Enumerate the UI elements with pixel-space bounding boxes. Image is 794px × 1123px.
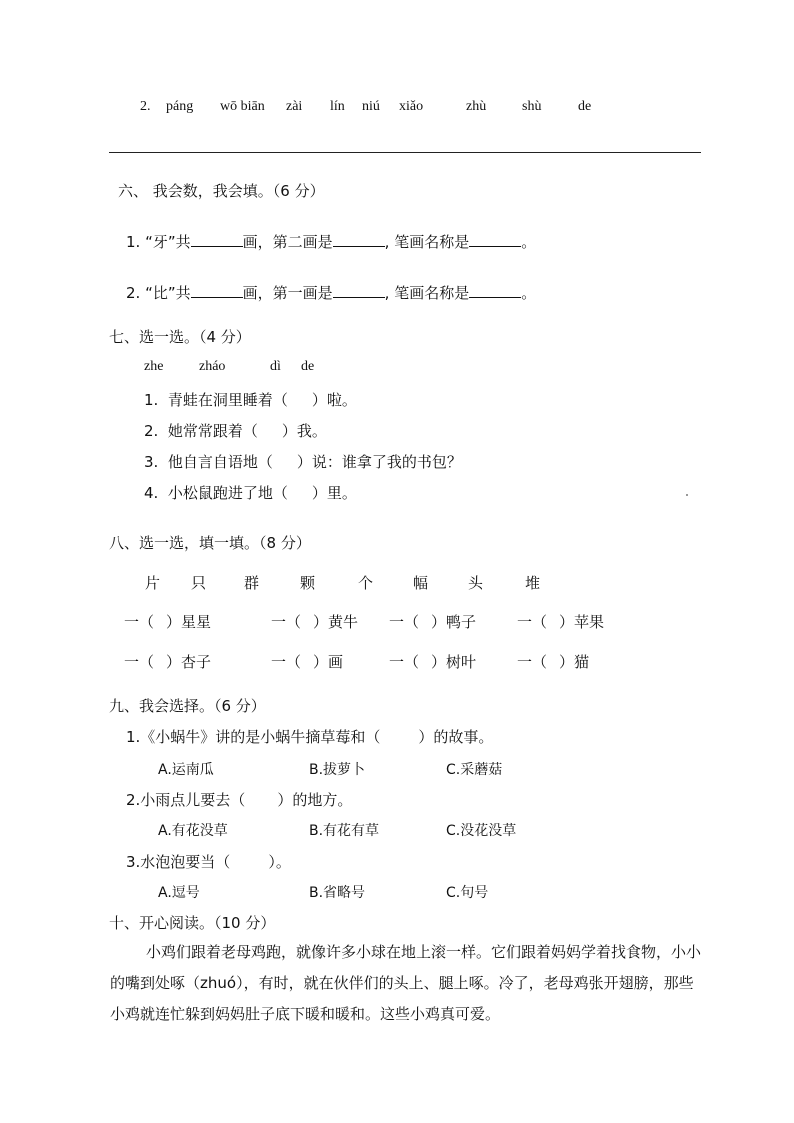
item-text: ）猫 (559, 653, 590, 671)
item-char: “比” (145, 284, 176, 302)
answer-blank[interactable] (469, 231, 521, 247)
pinyin-syllable: zhù (466, 99, 487, 114)
pinyin-syllable: niú (362, 99, 380, 114)
question-number: 2. (140, 99, 151, 114)
item-text: 一（ (517, 653, 548, 671)
question-text: 3.水泡泡要当（ (126, 853, 231, 871)
sec6-item-1 (126, 231, 536, 252)
item-text: ）星星 (166, 613, 212, 631)
question-text: ）的地方。 (277, 791, 353, 809)
pinyin-option: dì (270, 359, 281, 374)
choice-option[interactable]: C.采蘑菇 (446, 762, 503, 778)
question-text: 1.《小蜗牛》讲的是小蜗牛摘草莓和（ (126, 728, 381, 746)
sec7-item-2 (144, 420, 327, 441)
choice-option[interactable]: C.没花没草 (446, 823, 517, 839)
item-text: 画，第二画是 (242, 233, 333, 251)
item-text: 画，第一画是 (242, 284, 333, 302)
item-text: ）里。 (311, 484, 357, 502)
passage-text: 小鸡们跟着老母鸡跑，就像许多小球在地上滚一样。它们跟着妈妈学着找食物，小小的嘴到处啄（zhuó），有时，就在伙伴们的头上、腿上啄。冷了，老母鸡张开翅膀，那些小鸡就连忙躲到妈妈肚子底下暖和暖和。这些小鸡真可爱。 (110, 943, 702, 1023)
item-text: 青蛙在洞里睡着（ (167, 391, 288, 409)
pinyin-option: zháo (199, 359, 226, 374)
item-text: ）说：谁拿了我的书包？ (296, 453, 462, 471)
stray-mark (686, 494, 688, 496)
measure-word: 幅 (413, 574, 429, 592)
item-text: 一（ (389, 613, 420, 631)
sec6-item-2 (126, 282, 536, 303)
item-char: “牙” (145, 233, 176, 251)
section-title-6: 六、 我会数，我会填。（6 分） (118, 182, 325, 200)
section-title-7: 七、选一选。（4 分） (109, 328, 251, 346)
choice-question (126, 851, 291, 872)
pinyin-syllable: xiǎo (399, 99, 424, 114)
pinyin-option: de (301, 359, 315, 374)
pinyin-syllable: zài (286, 99, 303, 114)
item-text: ）鸭子 (431, 613, 477, 631)
fill-item (389, 611, 476, 632)
fill-item (517, 651, 589, 672)
fill-item (389, 651, 476, 672)
pinyin-syllable: lín (330, 99, 345, 114)
choice-question (126, 726, 493, 747)
choice-option[interactable]: A.有花没草 (158, 823, 228, 839)
measure-word: 片 (145, 574, 161, 592)
fill-item (124, 651, 211, 672)
answer-blank[interactable] (333, 231, 385, 247)
question-text: 2.小雨点儿要去（ (126, 791, 246, 809)
choice-question (126, 789, 352, 810)
item-number: 3. (144, 453, 159, 471)
item-text: 共 (175, 233, 191, 251)
answer-blank[interactable] (333, 282, 385, 298)
measure-word: 只 (191, 574, 207, 592)
choice-option[interactable]: A.逗号 (158, 885, 200, 901)
item-text: 一（ (271, 613, 302, 631)
pinyin-syllable: wō biān (220, 99, 265, 114)
item-number: 2. (144, 422, 159, 440)
fill-item (124, 611, 211, 632)
measure-word: 堆 (525, 574, 541, 592)
item-text: , 笔画名称是 (384, 233, 470, 251)
item-text: , 笔画名称是 (384, 284, 470, 302)
fill-item (517, 611, 604, 632)
pinyin-option: zhe (144, 359, 164, 374)
fill-item (271, 651, 343, 672)
section-title-10: 十、开心阅读。（10 分） (109, 914, 276, 932)
item-text: ）苹果 (559, 613, 605, 631)
reading-passage (110, 937, 702, 1030)
item-text: ）我。 (281, 422, 327, 440)
choice-option[interactable]: B.省略号 (309, 885, 366, 901)
item-text: ）杏子 (166, 653, 212, 671)
choice-option[interactable]: C.句号 (446, 885, 489, 901)
item-text: 一（ (389, 653, 420, 671)
pinyin-syllable: de (578, 99, 592, 114)
item-text: 一（ (517, 613, 548, 631)
answer-blank[interactable] (191, 282, 243, 298)
measure-word: 个 (358, 574, 374, 592)
fill-item (271, 611, 358, 632)
sec7-item-3 (144, 451, 462, 472)
item-number: 1. (126, 233, 141, 251)
choice-option[interactable]: B.有花有草 (309, 823, 380, 839)
item-text: ）树叶 (431, 653, 477, 671)
question-text: ）。 (268, 853, 291, 871)
item-text: 。 (521, 233, 537, 251)
item-number: 2. (126, 284, 141, 302)
measure-word: 头 (468, 574, 484, 592)
item-number: 4. (144, 484, 159, 502)
item-text: 一（ (124, 613, 155, 631)
pinyin-syllable: shù (522, 99, 542, 114)
item-text: 。 (521, 284, 537, 302)
section-title-8: 八、选一选，填一填。（8 分） (109, 534, 311, 552)
question-text: ）的故事。 (418, 728, 494, 746)
choice-option[interactable]: B.拔萝卜 (309, 762, 366, 778)
sec7-item-4 (144, 482, 357, 503)
item-text: ）画 (313, 653, 344, 671)
answer-line (109, 152, 701, 153)
answer-blank[interactable] (469, 282, 521, 298)
choice-option[interactable]: A.运南瓜 (158, 762, 214, 778)
answer-blank[interactable] (191, 231, 243, 247)
pinyin-syllable: páng (166, 99, 194, 114)
measure-word: 群 (244, 574, 260, 592)
item-text: 小松鼠跑进了地（ (167, 484, 288, 502)
item-text: 她常常跟着（ (167, 422, 258, 440)
item-number: 1. (144, 391, 159, 409)
item-text: 一（ (124, 653, 155, 671)
item-text: ）黄牛 (313, 613, 359, 631)
measure-word: 颗 (300, 574, 316, 592)
item-text: 他自言自语地（ (167, 453, 273, 471)
sec7-item-1 (144, 389, 357, 410)
item-text: 共 (175, 284, 191, 302)
section-title-9: 九、我会选择。（6 分） (109, 697, 266, 715)
item-text: 一（ (271, 653, 302, 671)
item-text: ）啦。 (311, 391, 357, 409)
